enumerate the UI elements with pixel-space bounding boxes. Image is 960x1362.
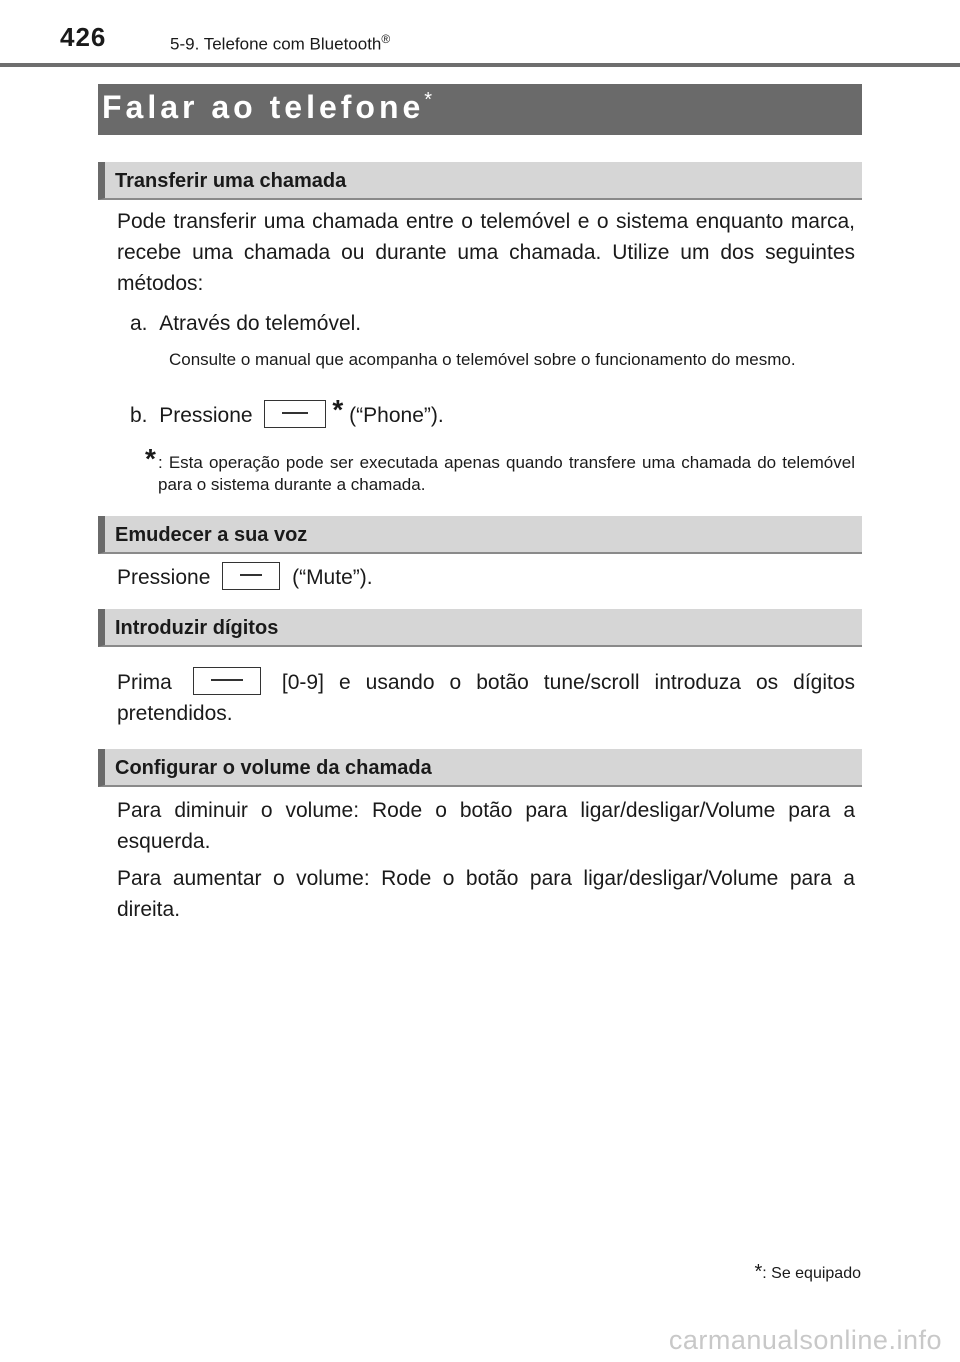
title-star: *	[424, 89, 433, 111]
transfer-item-a	[130, 308, 850, 339]
volume-increase: Para aumentar o volume: Rode o botão para ligar/desligar/Volume para a direita.	[117, 867, 855, 921]
footnote-star: *	[754, 1261, 763, 1283]
transfer-item-a-note: Consulte o manual que acompanha o telemóvel sobre o funcionamento do mesmo.	[169, 350, 796, 369]
item-b-marker: b.	[130, 404, 148, 427]
mute-suffix: (“Mute”).	[292, 566, 373, 589]
watermark: carmanualsonline.info	[668, 1325, 942, 1355]
item-a-text: Através do telemóvel.	[159, 312, 362, 335]
page-title	[102, 89, 432, 126]
item-b-suffix: (“Phone”).	[349, 404, 444, 427]
transfer-item-b	[130, 394, 850, 431]
transfer-note-mark: *	[145, 443, 156, 474]
subheading-mute-text: Emudecer a sua voz	[115, 524, 308, 546]
subheading-volume-text: Configurar o volume da chamada	[115, 757, 432, 779]
digits-instruction	[117, 667, 855, 729]
section-label	[170, 32, 390, 55]
item-b-prefix: Pressione	[159, 404, 253, 427]
subheading-transfer	[98, 162, 862, 200]
transfer-note	[158, 452, 855, 496]
phone-button-icon	[264, 400, 326, 428]
footnote	[754, 1261, 861, 1284]
page-number: 426	[60, 22, 107, 52]
header-rule	[0, 63, 960, 67]
keypad-button-icon	[193, 667, 261, 695]
item-a-marker: a.	[130, 312, 148, 335]
transfer-intro: Pode transferir uma chamada entre o telemóvel e o sistema enquanto marca, recebe uma chamada ou durante uma chamada. Utilize um dos seguintes métodos:	[117, 210, 855, 295]
transfer-note-text: : Esta operação pode ser executada apenas quando transfere uma chamada do telemóvel para o sistema durante a chamada.	[158, 453, 855, 494]
subheading-digits-text: Introduzir dígitos	[115, 617, 279, 639]
subheading-transfer-text: Transferir uma chamada	[115, 170, 347, 192]
page-title-text: Falar ao telefone	[102, 89, 425, 125]
volume-decrease: Para diminuir o volume: Rode o botão para ligar/desligar/Volume para a esquerda.	[117, 799, 855, 853]
mute-instruction	[117, 562, 855, 593]
mute-prefix: Pressione	[117, 566, 211, 589]
item-b-star: *	[332, 394, 344, 425]
registered-mark: ®	[381, 32, 391, 46]
subheading-mute	[98, 516, 862, 554]
section-title: 5-9. Telefone com Bluetooth	[170, 34, 382, 54]
footnote-text: : Se equipado	[762, 1265, 861, 1282]
subheading-digits	[98, 609, 862, 647]
mute-button-icon	[222, 562, 280, 590]
digits-prefix: Prima	[117, 671, 172, 694]
subheading-volume	[98, 749, 862, 787]
digits-suffix: [0-9] e usando o botão tune/scroll introduza os dígitos pretendidos.	[117, 671, 856, 725]
